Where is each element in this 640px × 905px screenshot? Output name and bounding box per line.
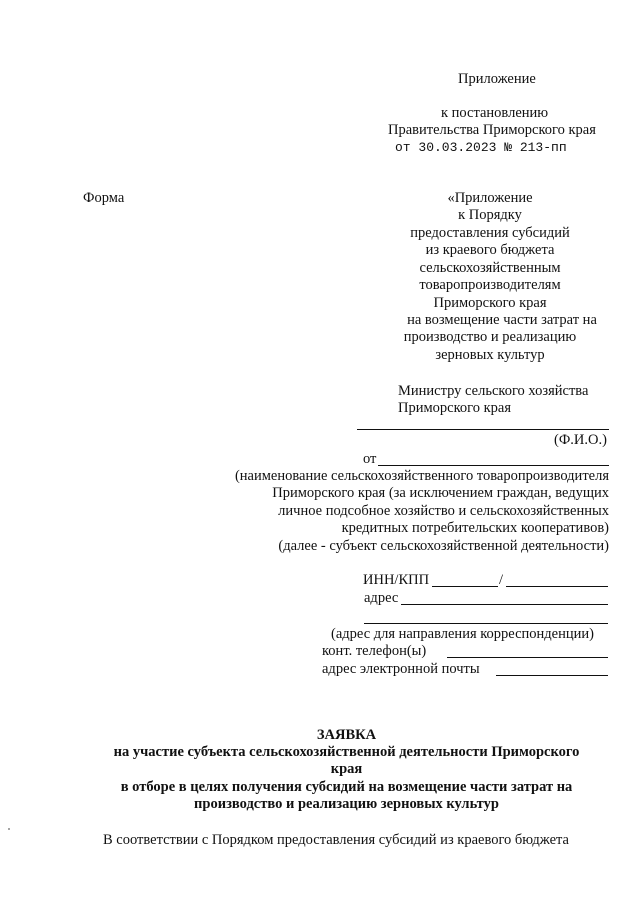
procedure-appendix-line: к Порядку — [458, 207, 522, 223]
procedure-appendix-line: сельскохозяйственным — [419, 260, 561, 276]
phone-label: конт. телефон(ы) — [322, 643, 427, 659]
resolution-date-number: от 30.03.2023 № 213-пп — [395, 140, 567, 155]
address-field-line[interactable] — [401, 604, 608, 605]
application-subtitle-line: производство и реализацию зерновых культур — [194, 796, 499, 812]
procedure-appendix-line: предоставления субсидий — [410, 225, 570, 241]
procedure-appendix-line: производство и реализацию — [403, 329, 577, 345]
procedure-appendix-line: товаропроизводителям — [419, 277, 561, 293]
application-subtitle-line: на участие субъекта сельскохозяйственной деятельности Приморского — [113, 744, 580, 760]
appendix-heading: Приложение — [458, 71, 536, 87]
government-name: Правительства Приморского края — [388, 122, 596, 138]
to-resolution: к постановлению — [441, 105, 549, 121]
fio-caption: (Ф.И.О.) — [554, 432, 607, 448]
from-label: от — [363, 451, 377, 467]
application-subtitle-line: края — [330, 761, 363, 777]
producer-caption-line: личное подсобное хозяйство и сельскохозяйственных — [278, 503, 609, 519]
procedure-appendix-line: на возмещение части затрат на — [407, 312, 597, 328]
scan-speck — [8, 828, 10, 830]
inn-kpp-slash: / — [499, 572, 504, 588]
producer-caption-line: Приморского края (за исключением граждан, ведущих — [272, 485, 609, 501]
addressee-line: Министру сельского хозяйства — [398, 383, 589, 399]
procedure-appendix-line: Приморского края — [433, 295, 547, 311]
body-paragraph-start: В соответствии с Порядком предоставления субсидий из краевого бюджета — [103, 832, 569, 848]
email-field-line[interactable] — [496, 675, 608, 676]
email-label: адрес электронной почты — [322, 661, 480, 677]
address-field-line-2[interactable] — [364, 623, 608, 624]
phone-field-line[interactable] — [447, 657, 608, 658]
procedure-appendix-line: «Приложение — [447, 190, 533, 206]
inn-kpp-label: ИНН/КПП — [363, 572, 430, 588]
procedure-appendix-line: зерновых культур — [435, 347, 545, 363]
application-subtitle-line: в отборе в целях получения субсидий на возмещение части затрат на — [120, 779, 573, 795]
correspondence-caption: (адрес для направления корреспонденции) — [331, 626, 594, 642]
fio-field-line[interactable] — [357, 429, 609, 430]
producer-caption-line: (далее - субъект сельскохозяйственной деятельности) — [278, 538, 609, 554]
producer-caption-line: (наименование сельскохозяйственного товаропроизводителя — [234, 468, 609, 484]
application-title: ЗАЯВКА — [316, 727, 377, 743]
address-label: адрес — [364, 590, 399, 606]
form-label: Форма — [83, 190, 125, 206]
addressee-line: Приморского края — [398, 400, 512, 416]
kpp-field-line[interactable] — [506, 586, 608, 587]
procedure-appendix-line: из краевого бюджета — [425, 242, 555, 258]
from-field-line[interactable] — [378, 465, 609, 466]
inn-field-line[interactable] — [432, 586, 498, 587]
producer-caption-line: кредитных потребительских кооперативов) — [341, 520, 609, 536]
